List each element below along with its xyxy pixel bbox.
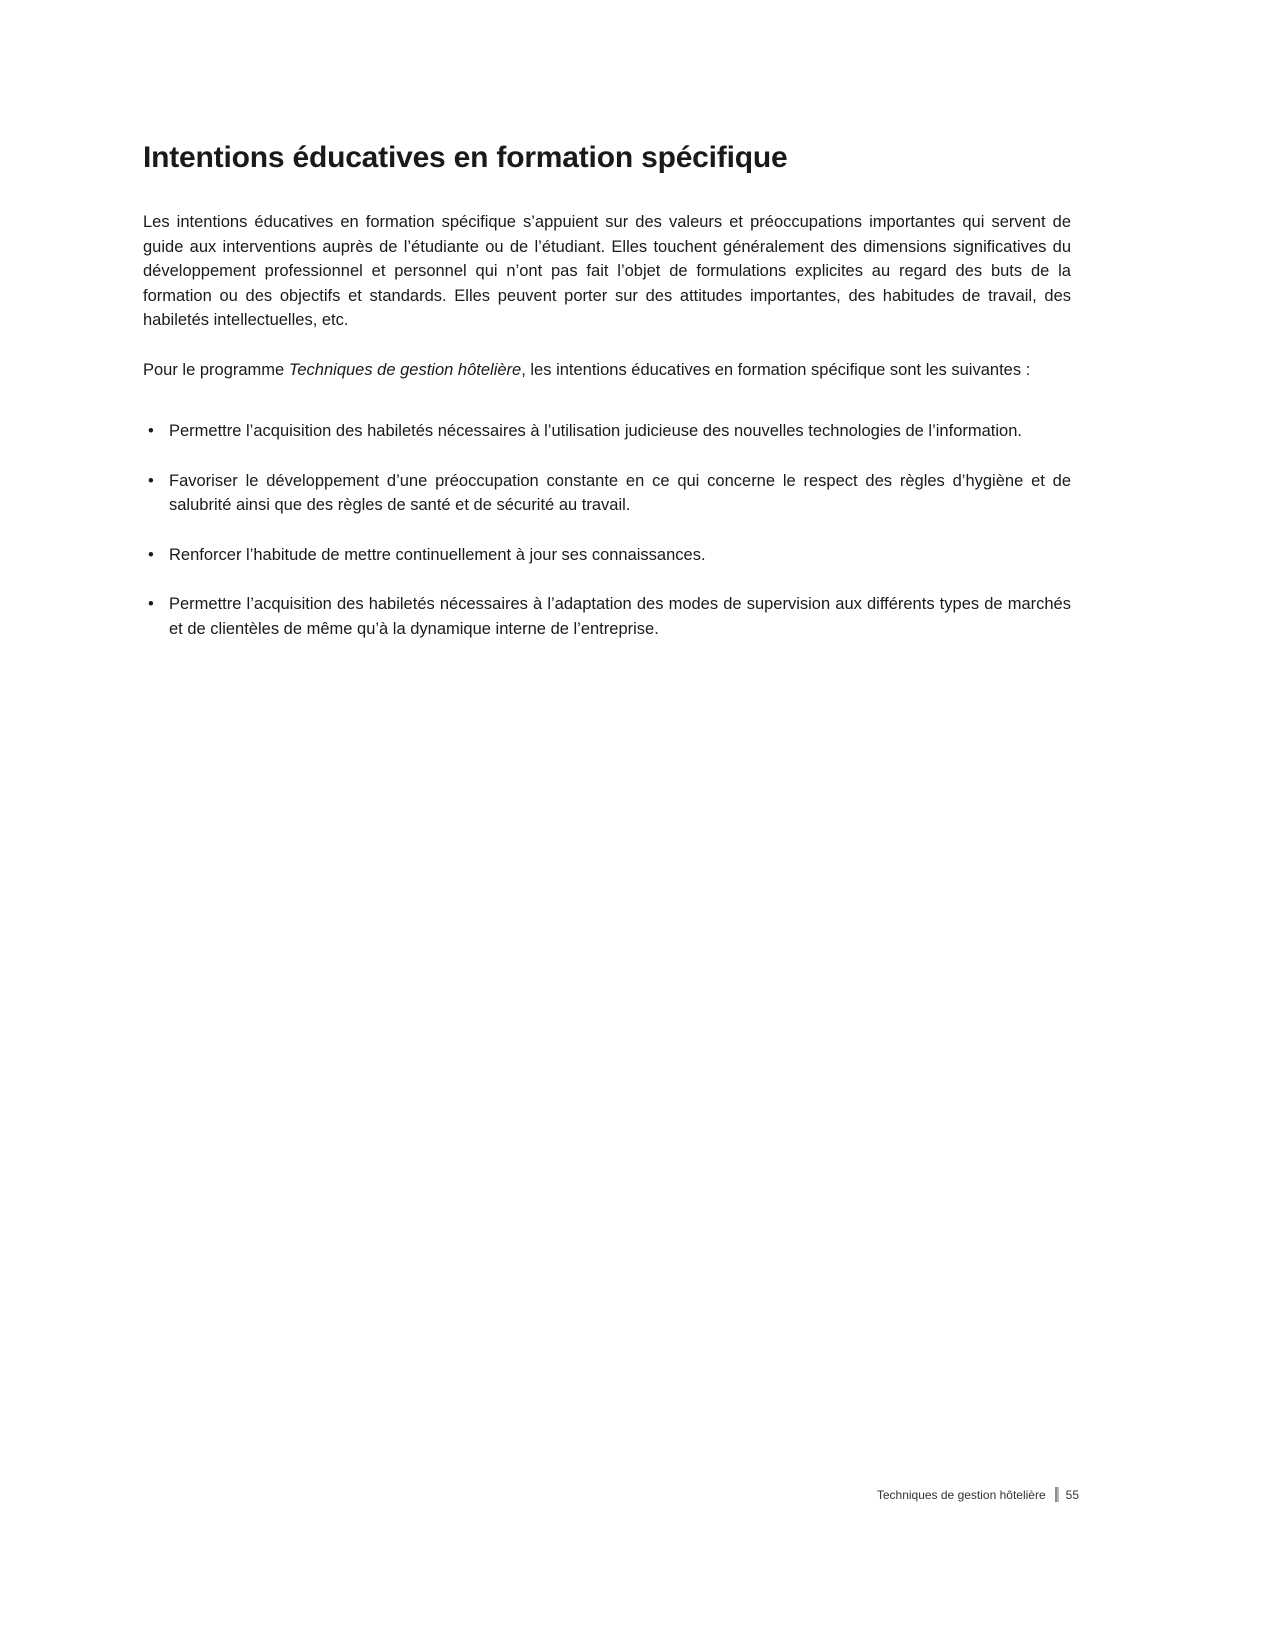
page-content	[143, 141, 1071, 666]
bullet-list	[143, 419, 1071, 641]
paragraph-program	[143, 358, 1071, 383]
paragraph-program-prefix: Pour le programme	[143, 360, 289, 379]
paragraph-program-italic-title: Techniques de gestion hôtelière	[288, 360, 522, 379]
list-item: • Permettre l’acquisition des habiletés nécessaires à l’adaptation des modes de supervision aux différents types de marchés et de clientèles de même qu’à la dynamique interne de l’entreprise.	[143, 592, 1071, 641]
footer-separator-bar	[1055, 1487, 1059, 1502]
footer-document-title: Techniques de gestion hôtelière	[876, 1487, 1046, 1502]
list-item: • Favoriser le développement d’une préoccupation constante en ce qui concerne le respect des règles d’hygiène et de salubrité ainsi que des règles de santé et de sécurité au travail.	[143, 469, 1071, 518]
paragraph-program-suffix: , les intentions éducatives en formation spécifique sont les suivantes :	[521, 360, 1031, 379]
paragraph-intro: Les intentions éducatives en formation spécifique s’appuient sur des valeurs et préoccupations importantes qui servent de guide aux interventions auprès de l’étudiante ou de l’étudiant. Elles touchent généralement des dimensions significatives du développement professionnel et personnel qui n’ont pas fait l’objet de formulations explicites au regard des buts de la formation ou des objectifs et standards. Elles peuvent porter sur des attitudes importantes, des habitudes de travail, des habiletés intellectuelles, etc.	[143, 213, 1071, 329]
footer-page-number: 55	[1065, 1487, 1079, 1502]
page-title: Intentions éducatives en formation spécifique	[143, 141, 788, 174]
page-footer	[877, 1487, 1079, 1502]
list-item: • Permettre l’acquisition des habiletés nécessaires à l’utilisation judicieuse des nouvelles technologies de l’information.	[143, 419, 1071, 444]
list-item: • Renforcer l’habitude de mettre continuellement à jour ses connaissances.	[143, 543, 1071, 568]
